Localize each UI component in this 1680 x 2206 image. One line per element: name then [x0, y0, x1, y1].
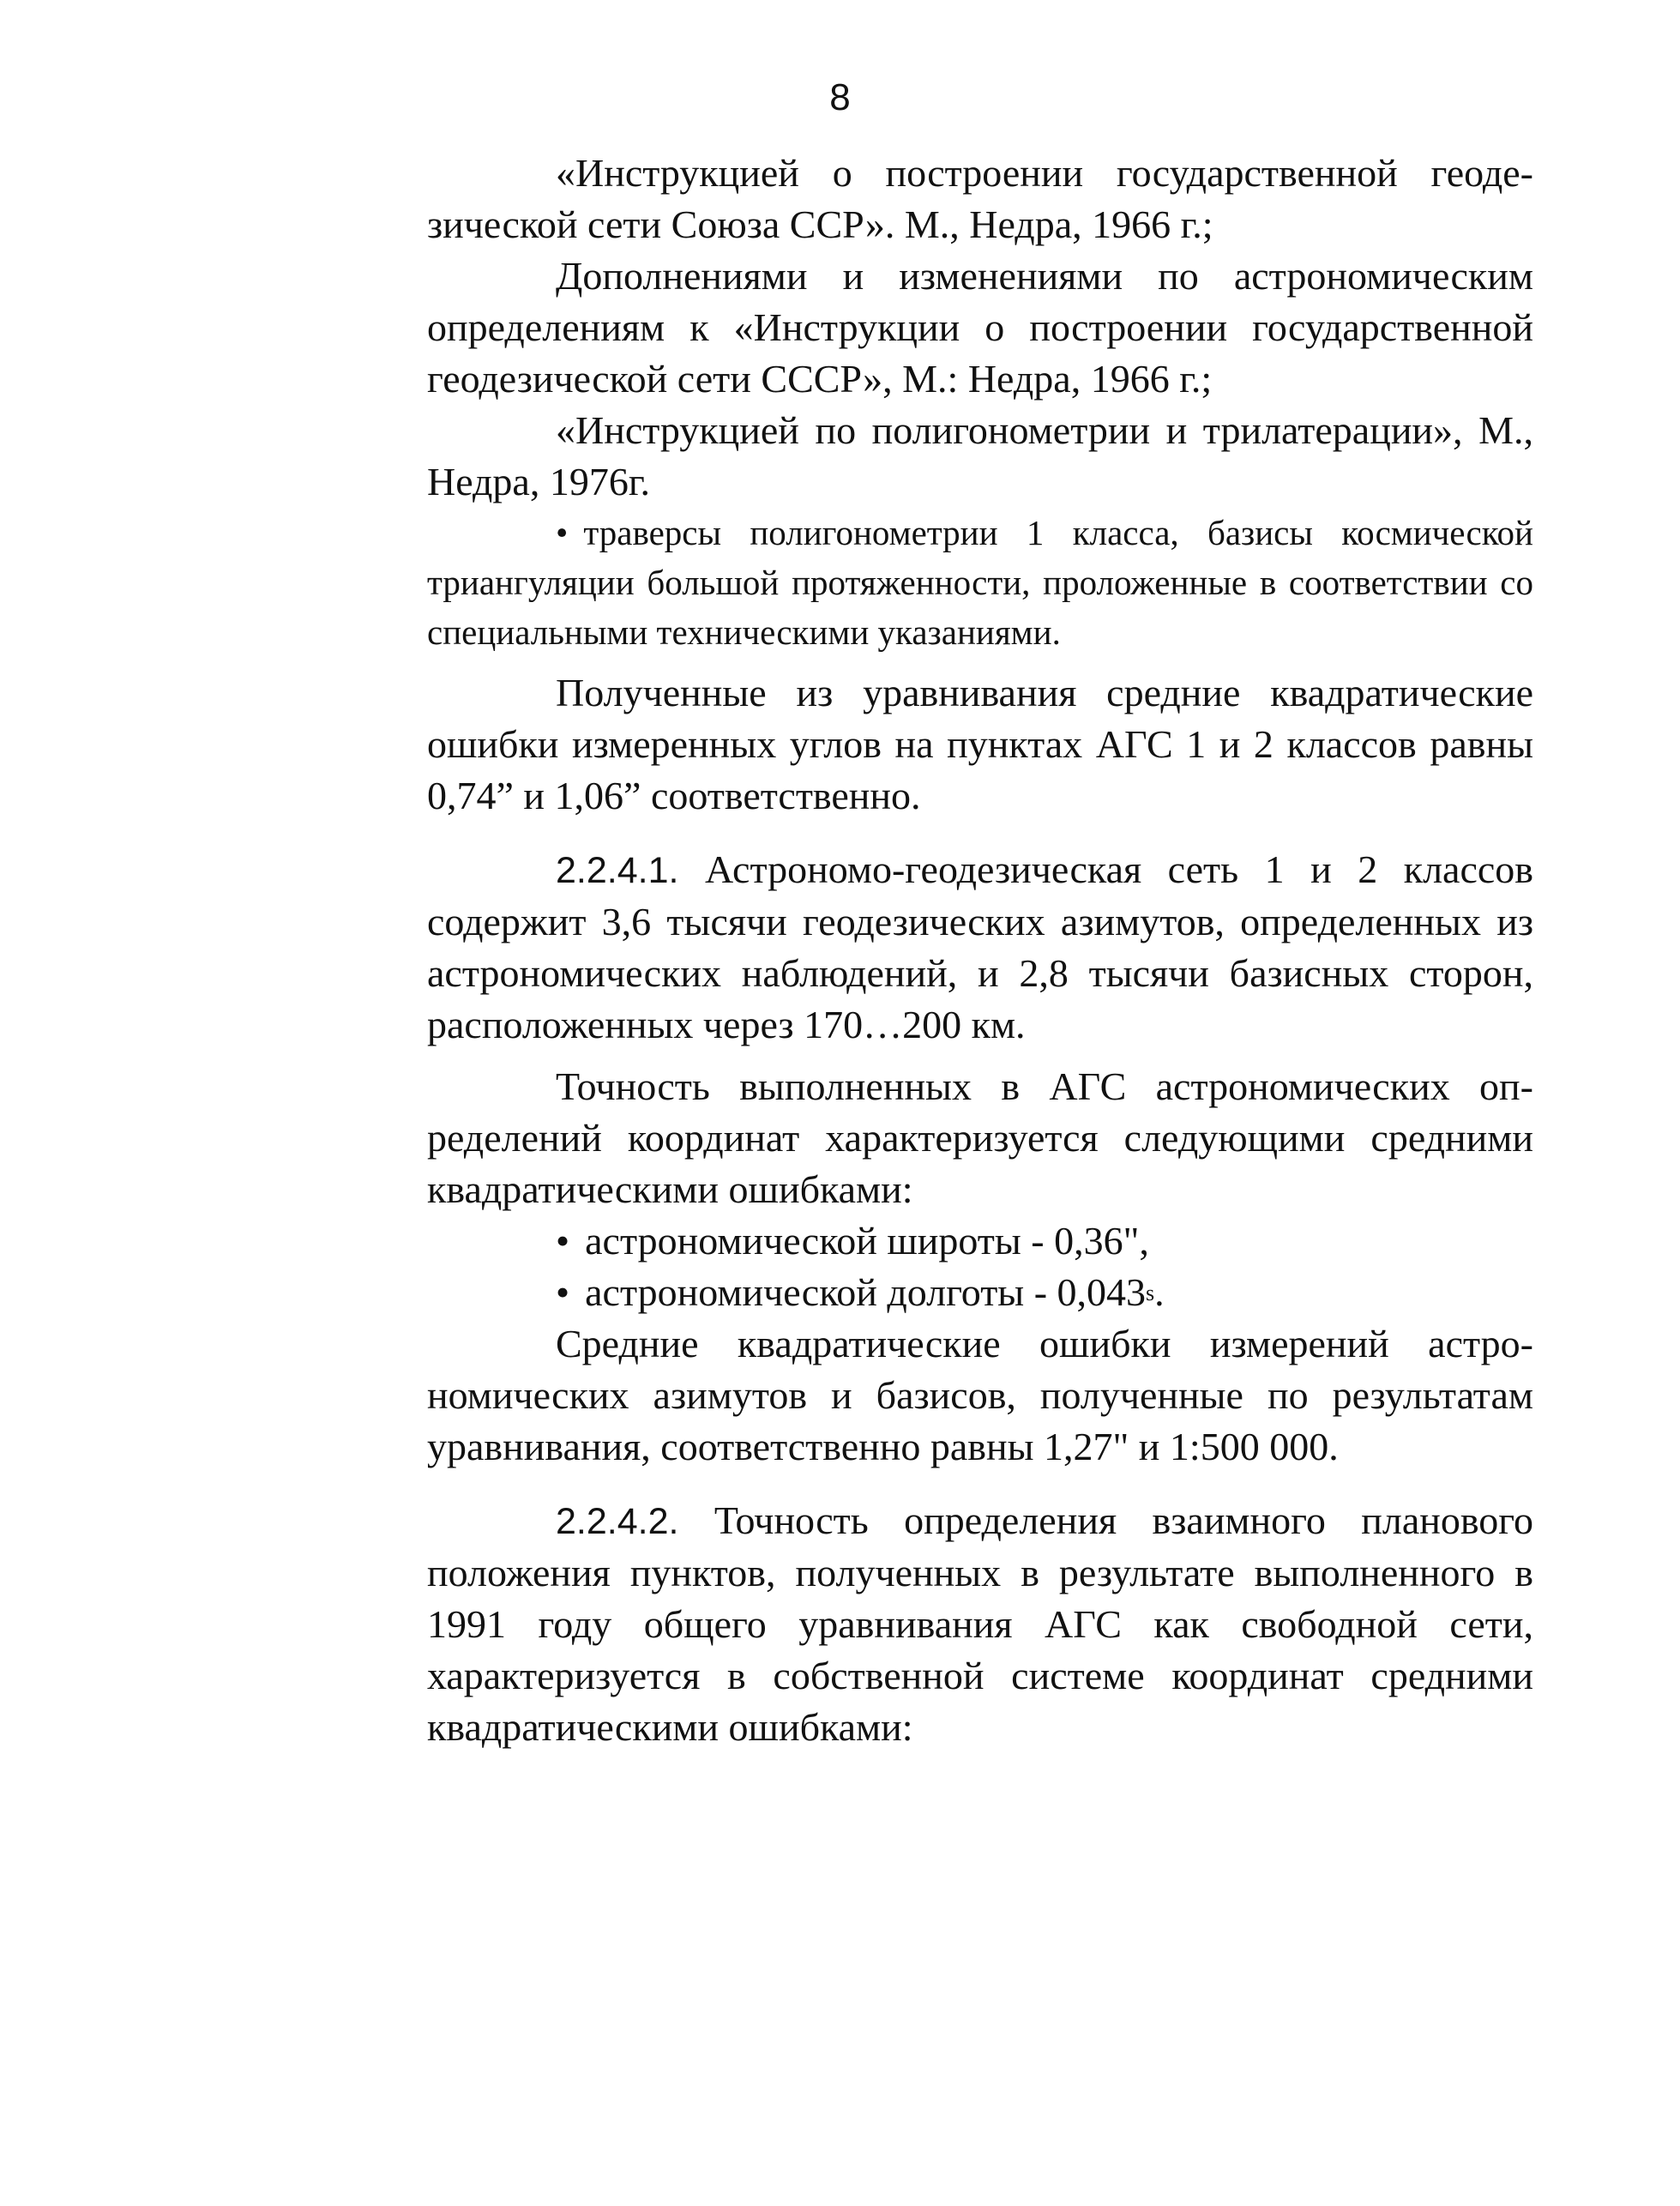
bullet-traverses-text: траверсы полигонометрии 1 класса, базисы космической триангуляции большой протяженности, проложенные в соответствии со специальными техническими указаниями. [427, 513, 1533, 652]
bullet-traverses [427, 508, 1533, 657]
paragraph-2-2-4-1 [427, 844, 1533, 1051]
paragraph-azimuth-baseline-errors: Средние квадратические ошибки измерений астрономических азимутов и базисов, полученные по результатам уравнивания, соответственно равны 1,27" и 1:500 000. [427, 1322, 1533, 1468]
paragraph-instruction-polygonometry: «Инструкцией по полигонометрии и трилатерации», М., Недра, 1976г. [427, 408, 1533, 503]
bullet-longitude-suffix: . [1154, 1270, 1165, 1314]
section-number-2-2-4-1: 2.2.4.1. [556, 850, 679, 891]
section-number-2-2-4-2: 2.2.4.2. [556, 1501, 679, 1542]
bullet-icon: • [556, 1270, 570, 1314]
bullet-longitude [427, 1267, 1533, 1318]
paragraph-additions-astronomical: Дополнениями и изменениями по астрономическим определениям к «Инструкции о построении государственной геодезической сети СССР», М.: Недра, 1966 г.; [427, 254, 1533, 401]
bullet-latitude [427, 1215, 1533, 1267]
bullet-icon: • [556, 513, 569, 552]
paragraph-2-2-4-1-text: Астрономо-геодезическая сеть 1 и 2 классов содержит 3,6 тысячи геодезических азимутов, определенных из астрономических наблюдений, и 2,8 тысячи базисных сторон, расположенных через 170…200 км. [427, 847, 1533, 1046]
page-number: 8 [829, 76, 851, 118]
paragraph-angle-errors: Полученные из уравнивания средние квадратические ошибки измеренных углов на пунктах АГС 1 и 2 классов равны 0,74” и 1,06” соответственно. [427, 671, 1533, 817]
paragraph-2-2-4-2 [427, 1495, 1533, 1753]
paragraph-instruction-ussr-network: «Инструкцией о построении государственной геодезической сети Союза ССР». М., Недра, 1966 г.; [427, 151, 1533, 246]
paragraph-2-2-4-2-text: Точность определения взаимного планового положения пунктов, полученных в результате выполненного в 1991 году общего уравнивания АГС как свободной сети, характеризуется в собственной системе координат средними квадратическими ошибками: [427, 1498, 1534, 1749]
bullet-icon: • [556, 1219, 570, 1263]
document-body [427, 148, 1533, 1753]
paragraph-accuracy-astronomical: Точность выполненных в АГС астрономических определений координат характеризуется следующими средними квадратическими ошибками: [427, 1064, 1533, 1211]
bullet-longitude-text: астрономической долготы - 0,043 [585, 1270, 1147, 1314]
seconds-superscript: s [1146, 1281, 1155, 1305]
bullet-latitude-text: астрономической широты - 0,36", [585, 1219, 1149, 1263]
